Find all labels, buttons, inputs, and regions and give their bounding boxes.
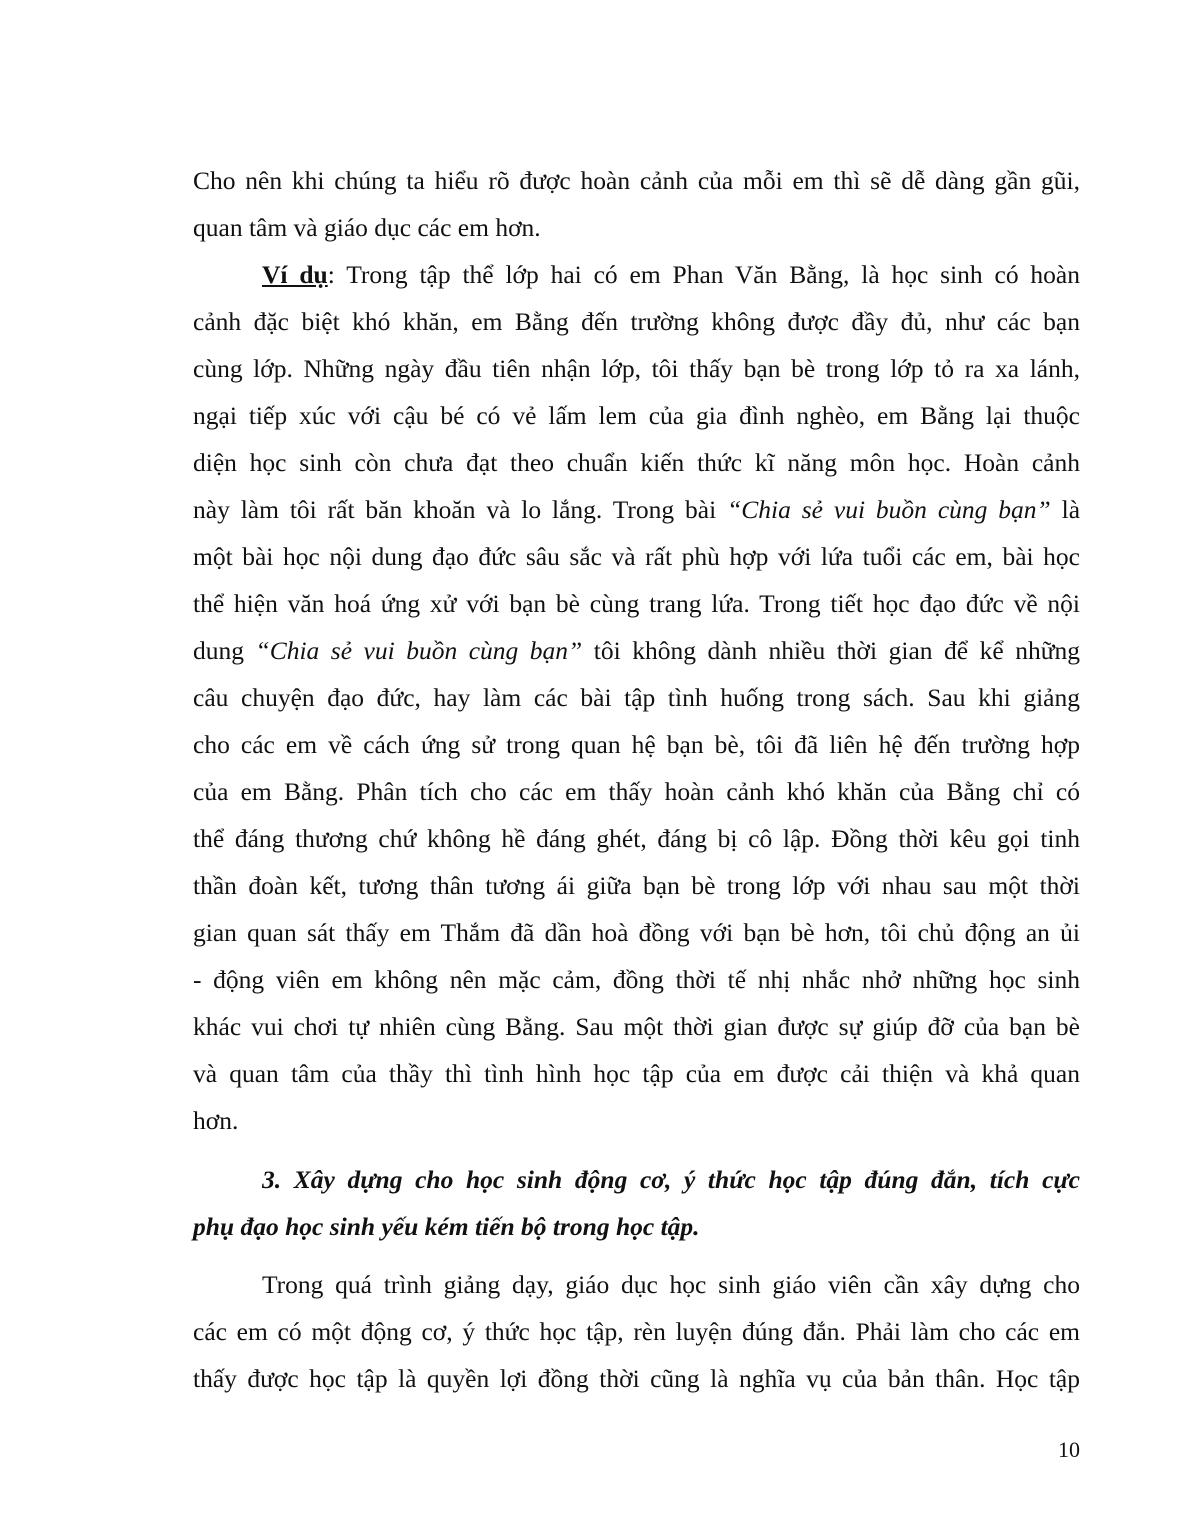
paragraph-line: và quan tâm của thầy thì tình hình học tập của em được cải thiện và khả quan bbox=[193, 1059, 1080, 1088]
paragraph-line: thần đoàn kết, tương thân tương ái giữa bạn bè trong lớp với nhau sau một thời bbox=[193, 871, 1080, 900]
paragraph-line: câu chuyện đạo đức, hay làm các bài tập tình huống trong sách. Sau khi giảng bbox=[193, 683, 1080, 712]
paragraph-line: diện học sinh còn chưa đạt theo chuẩn kiến thức kĩ năng môn học. Hoàn cảnh bbox=[193, 448, 1080, 477]
paragraph-line-text: dung bbox=[193, 636, 244, 665]
paragraph-line: cho các em về cách ứng sử trong quan hệ bạn bè, tôi đã liên hệ đến trường hợp bbox=[193, 730, 1080, 759]
example-line: Ví dụ: Trong tập thể lớp hai có em Phan Văn Bằng, là học sinh có hoàn bbox=[262, 260, 1080, 289]
example-label: Ví dụ bbox=[262, 260, 328, 289]
paragraph-line: gian quan sát thấy em Thắm đã dần hoà đồng với bạn bè hơn, tôi chủ động an ủi bbox=[193, 918, 1080, 947]
paragraph-line-text: là bbox=[1061, 495, 1081, 524]
paragraph-line: của em Bằng. Phân tích cho các em thấy hoàn cảnh khó khăn của Bằng chỉ có bbox=[193, 777, 1080, 806]
paragraph-line: Cho nên khi chúng ta hiểu rõ được hoàn cảnh của mỗi em thì sẽ dễ dàng gần gũi, bbox=[193, 166, 1080, 195]
paragraph-line-text: này làm tôi rất băn khoăn và lo lắng. Trong bài bbox=[193, 495, 717, 524]
lesson-title: “Chia sẻ vui buồn cùng bạn” bbox=[727, 495, 1051, 524]
paragraph-line: ngại tiếp xúc với cậu bé có vẻ lấm lem của gia đình nghèo, em Bằng lại thuộc bbox=[193, 401, 1080, 430]
paragraph-line: Trong quá trình giảng dạy, giáo dục học sinh giáo viên cần xây dựng cho bbox=[262, 1270, 1080, 1299]
paragraph-line: cùng lớp. Những ngày đầu tiên nhận lớp, tôi thấy bạn bè trong lớp tỏ ra xa lánh, bbox=[193, 354, 1080, 383]
paragraph-line bbox=[193, 634, 1080, 668]
lesson-title: “Chia sẻ vui buồn cùng bạn” bbox=[255, 636, 583, 665]
paragraph-line: hơn. bbox=[193, 1106, 239, 1135]
paragraph-line: thấy được học tập là quyền lợi đồng thời cũng là nghĩa vụ của bản thân. Học tập bbox=[193, 1364, 1080, 1393]
paragraph-line: cảnh đặc biệt khó khăn, em Bằng đến trường không được đầy đủ, như các bạn bbox=[193, 307, 1080, 336]
paragraph-line bbox=[193, 493, 1080, 527]
paragraph-line: thể đáng thương chứ không hề đáng ghét, đáng bị cô lập. Đồng thời kêu gọi tinh bbox=[193, 824, 1080, 853]
paragraph-line-text: Trong tập thể lớp hai có em Phan Văn Bằng, là học sinh có hoàn bbox=[346, 260, 1080, 289]
paragraph-line: - động viên em không nên mặc cảm, đồng thời tế nhị nhắc nhở những học sinh bbox=[193, 965, 1080, 994]
paragraph-line: quan tâm và giáo dục các em hơn. bbox=[193, 213, 541, 242]
section-heading: phụ đạo học sinh yếu kém tiến bộ trong học tập. bbox=[193, 1212, 700, 1241]
section-heading: 3. Xây dựng cho học sinh động cơ, ý thức học tập đúng đắn, tích cực bbox=[262, 1165, 1080, 1194]
page-number: 10 bbox=[1058, 1437, 1080, 1462]
paragraph-line: các em có một động cơ, ý thức học tập, rèn luyện đúng đắn. Phải làm cho các em bbox=[193, 1317, 1080, 1346]
paragraph-line: khác vui chơi tự nhiên cùng Bằng. Sau một thời gian được sự giúp đỡ của bạn bè bbox=[193, 1012, 1080, 1041]
paragraph-line-text: tôi không dành nhiều thời gian để kể những bbox=[593, 636, 1081, 665]
paragraph-line: thể hiện văn hoá ứng xử với bạn bè cùng trang lứa. Trong tiết học đạo đức về nội bbox=[193, 589, 1080, 618]
paragraph-line: một bài học nội dung đạo đức sâu sắc và rất phù hợp với lứa tuổi các em, bài học bbox=[193, 542, 1080, 571]
